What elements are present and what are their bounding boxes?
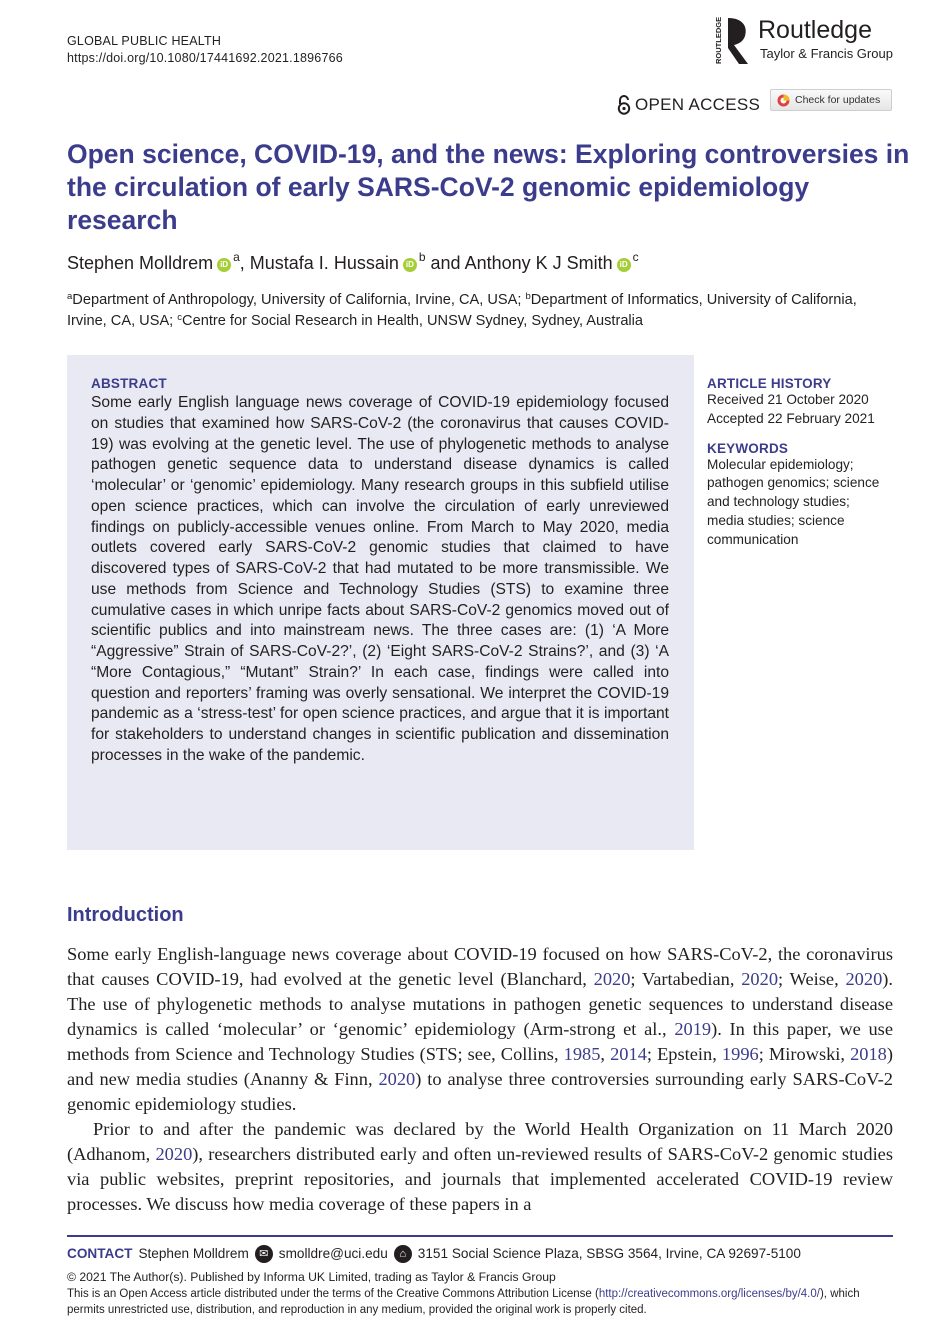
author-separator: , [239,253,250,273]
body-text-run: ; Weise, [778,969,846,989]
citation-year-link[interactable]: 2014 [610,1044,647,1064]
body-paragraph [67,1117,893,1217]
citation-year-link[interactable]: 1996 [721,1044,759,1064]
open-access-badge [616,95,760,115]
check-updates-label: Check for updates [795,94,881,106]
open-lock-icon [616,95,632,115]
accepted-date: Accepted 22 February 2021 [707,410,875,426]
keyword-line: media studies; science [707,512,845,528]
abstract-text: Some early English language news coverage of COVID-19 epidemiology focused on studies that examined how SARS-CoV-2 (the coronavirus that causes COVID-19) was evolving at the genetic level. The use of phylogenetic methods to analyse pathogen genetic sequence data to understand disease dynamics is called ‘molecular’ or ‘genomic’ epidemiology. Many research groups in this subfield utilise open science practices, which can involve the circulation of early unreviewed findings on publicly-accessible venues online. From March to May 2020, media outlets covered early SARS-CoV-2 genomic studies that claimed to have discovered types of SARS-CoV-2 that had mutated to be more transmissible. We use methods from Science and Technology Studies (STS) to examine three cumulative cases in which unripe facts about SARS-CoV-2 genomics moved out of scientific publics and into mainstream news. The three cases are: (1) ‘A More “Aggressive” Strain of SARS-CoV-2?’, (2) ‘Eight SARS-CoV-2 Strains?’, and (3) ‘A “More Contagious,” “Mutant” Strain?’ In each case, findings were called into question and reporters’ framing was overly sensational. We interpret the COVID-19 pandemic as a ‘stress-test’ for open science practices, and argue that it is important for stakeholders to understand changes in scientific publication and dissemination processes in the wake of the pandemic. [91,394,669,764]
author-separator: and [425,253,465,273]
publisher-sub: Taylor & Francis Group [760,46,893,61]
license-pre: This is an Open Access article distributed under the terms of the Creative Commons Attribution License ( [67,1288,599,1300]
body-text-run: ) to analyse three controversies surrounding early SARS-CoV-2 genomic epidemiology studies. [67,1069,893,1114]
crossmark-icon [777,94,790,107]
received-date: Received 21 October 2020 [707,392,869,407]
author-affil-mark: c [632,250,639,264]
body-text-run: ), researchers distributed early and often un-reviewed results of SARS-CoV-2 genomic studies via public websites, preprint repositories, and journals that implemented accelerated COVID-19 review processes. We discuss how media coverage of these papers in a [67,1144,894,1214]
contact-label: CONTACT [67,1246,133,1261]
publisher-brand: Routledge [758,16,872,44]
section-heading-introduction: Introduction [67,904,184,926]
journal-header [67,33,343,67]
citation-year-link[interactable]: 2020 [845,969,883,989]
orcid-icon[interactable]: iD [403,258,417,272]
contact-line [67,1245,801,1263]
body-text-run: ). The use of phylogenetic methods to analyse mutations in pathogen genetic sequences to understand disease dynamics is called ‘molecular’ or ‘genomic’ epidemiology (Arm-strong et al., [67,969,893,1039]
body-text-run: Some early English-language news coverage about COVID-19 focused on how SARS-CoV-2, the coronavirus that causes COVID-19, had evolved at the genetic level (Blanchard, [67,944,893,989]
body-text [67,942,893,1217]
citation-year-link[interactable]: 2018 [850,1044,887,1064]
mailbox-icon: ⌂ [394,1245,412,1263]
author-affil-mark: a [233,250,240,264]
author-name[interactable]: Mustafa I. Hussain [249,253,399,273]
citation-year-link[interactable]: 2020 [741,969,779,989]
open-access-label: OPEN ACCESS [635,95,761,114]
affil-mark: c [177,312,183,323]
body-text-run: , [600,1044,611,1064]
license-post: ), which permits unrestricted use, distribution, and reproduction in any medium, provided the original work is properly cited. [67,1288,860,1316]
check-for-updates-button[interactable] [770,89,892,111]
body-text-run: ; Vartabedian, [630,969,742,989]
publisher-vertical-text: ROUTLEDGE [714,16,723,64]
orcid-icon[interactable]: iD [217,258,231,272]
article-history-heading: ARTICLE HISTORY [707,376,832,391]
affiliation: Centre for Social Research in Health, UNSW Sydney, Sydney, Australia [182,313,644,329]
keywords-heading: KEYWORDS [707,440,789,456]
article-sidebar [707,376,907,550]
contact-address: 3151 Social Science Plaza, SBSG 3564, Irvine, CA 92697-5100 [417,1246,801,1261]
author-name[interactable]: Stephen Molldrem [67,253,214,273]
author-list [67,251,639,275]
keyword-line: communication [707,531,799,547]
copyright-line: © 2021 The Author(s). Published by Informa UK Limited, trading as Taylor & Francis Group [67,1270,556,1284]
contact-email[interactable]: smolldre@uci.edu [278,1246,388,1261]
affil-mark: b [525,291,531,302]
body-text-run: Prior to and after the pandemic was declared by the World Health Organization on 11 March 2020 (Adhanom, [67,1119,893,1164]
license-text [67,1286,897,1318]
affiliation: Department of Informatics, University of California, Irvine, CA, USA; [67,292,857,329]
citation-year-link[interactable]: 2020 [155,1144,193,1164]
footer-rule [67,1235,893,1237]
citation-year-link[interactable]: 2019 [674,1019,712,1039]
contact-name: Stephen Molldrem [138,1246,249,1261]
article-title: Open science, COVID-19, and the news: Exploring controversies in the circulation of early SARS-CoV-2 genomic epidemiology research [67,139,910,235]
keyword-line: and technology studies; [707,494,850,510]
affil-mark: a [67,291,73,302]
author-name[interactable]: Anthony K J Smith [464,253,613,273]
journal-name: GLOBAL PUBLIC HEALTH [67,34,222,48]
body-paragraph [67,942,893,1117]
citation-year-link[interactable]: 2020 [593,969,631,989]
abstract-heading: ABSTRACT [91,376,167,391]
body-text-run: ; Mirowski, [758,1044,851,1064]
body-text-run: ; Epstein, [646,1044,722,1064]
orcid-icon[interactable]: iD [617,258,631,272]
body-text-run: ) and new media studies (Ananny & Finn, [67,1044,893,1089]
keyword-line: Molecular epidemiology; [707,456,854,472]
email-icon: ✉ [255,1245,273,1263]
citation-year-link[interactable]: 2020 [378,1069,416,1089]
citation-year-link[interactable]: 1985 [563,1044,601,1064]
body-text-run: ). In this paper, we use methods from Science and Technology Studies (STS; see, Collins, [67,1019,894,1064]
author-affil-mark: b [418,250,426,264]
routledge-logo-icon [712,12,758,68]
keyword-line: pathogen genomics; science [707,475,880,491]
license-link[interactable]: http://creativecommons.org/licenses/by/4.0/ [598,1288,820,1300]
affiliation: Department of Anthropology, University of California, Irvine, CA, USA; [72,292,526,308]
doi-link[interactable]: https://doi.org/10.1080/17441692.2021.1896766 [67,51,343,65]
publisher-logo [712,12,912,68]
affiliations [67,290,897,332]
